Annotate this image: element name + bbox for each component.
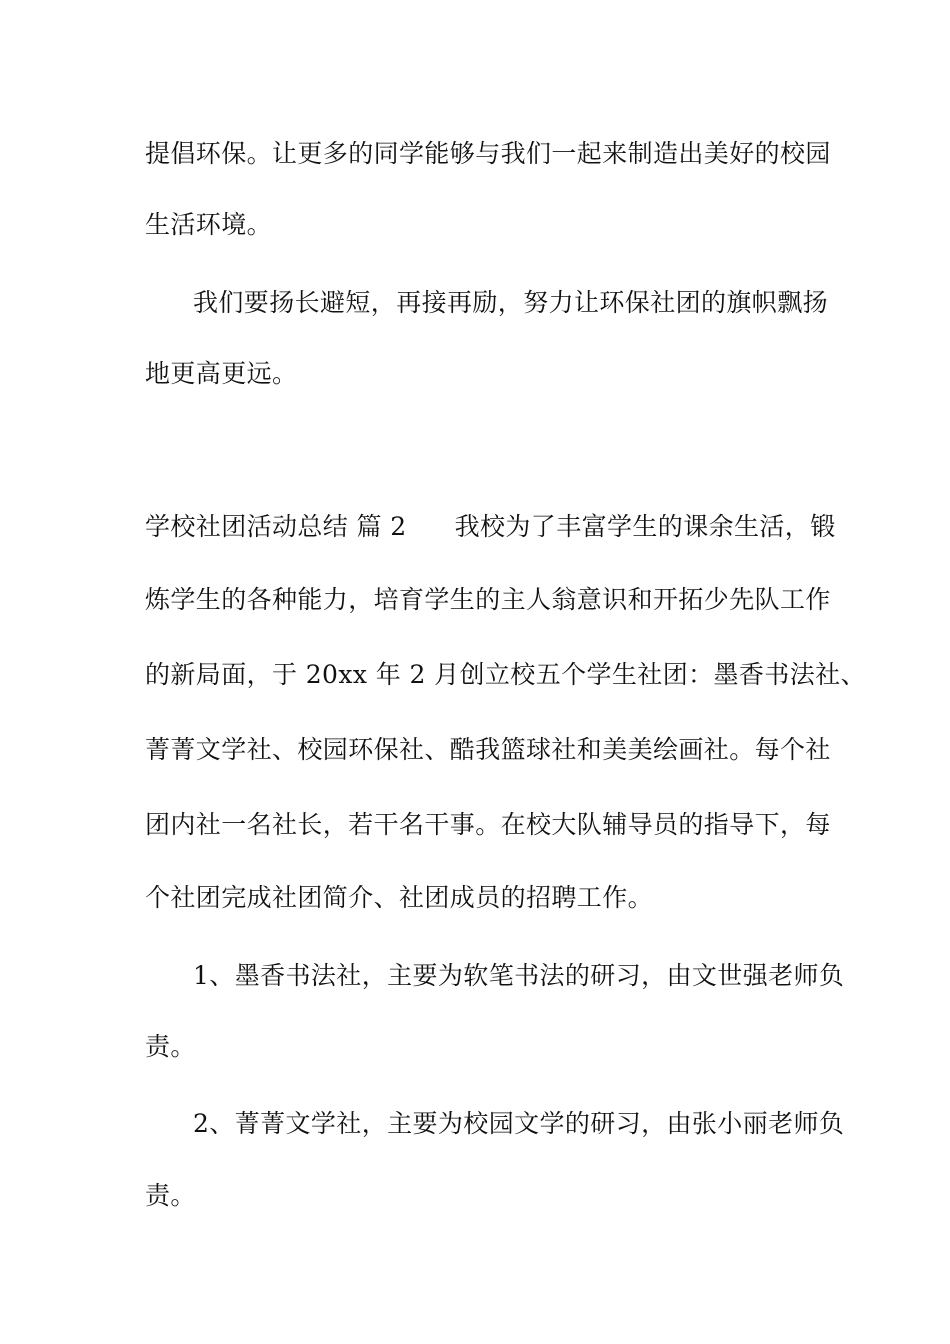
paragraph-line: 责。 bbox=[145, 1032, 196, 1061]
section-heading-line bbox=[145, 511, 836, 543]
list-item: 1、墨香书法社，主要为软笔书法的研习，由文世强老师负 bbox=[193, 961, 845, 990]
section-intro: 我校为了丰富学生的课余生活，锻 bbox=[454, 512, 836, 541]
paragraph-line: 菁菁文学社、校园环保社、酷我篮球社和美美绘画社。每个社 bbox=[145, 735, 831, 764]
paragraph-line: 团内社一名社长，若干名干事。在校大队辅导员的指导下，每 bbox=[145, 810, 831, 839]
paragraph-line: 地更高更远。 bbox=[145, 359, 298, 388]
paragraph-line: 责。 bbox=[145, 1181, 196, 1210]
section-heading: 学校社团活动总结 篇 2 bbox=[145, 512, 407, 541]
list-item: 2、菁菁文学社，主要为校园文学的研习，由张小丽老师负 bbox=[193, 1109, 845, 1138]
paragraph-line: 炼学生的各种能力，培育学生的主人翁意识和开拓少先队工作 bbox=[145, 585, 831, 614]
paragraph-line: 生活环境。 bbox=[145, 210, 273, 239]
paragraph-line: 提倡环保。让更多的同学能够与我们一起来制造出美好的校园 bbox=[145, 139, 831, 168]
paragraph-line: 的新局面，于 20xx 年 2 月创立校五个学生社团：墨香书法社、 bbox=[145, 660, 866, 689]
paragraph-line: 个社团完成社团简介、社团成员的招聘工作。 bbox=[145, 883, 654, 912]
paragraph-line: 我们要扬长避短，再接再励，努力让环保社团的旗帜飘扬 bbox=[193, 288, 829, 317]
